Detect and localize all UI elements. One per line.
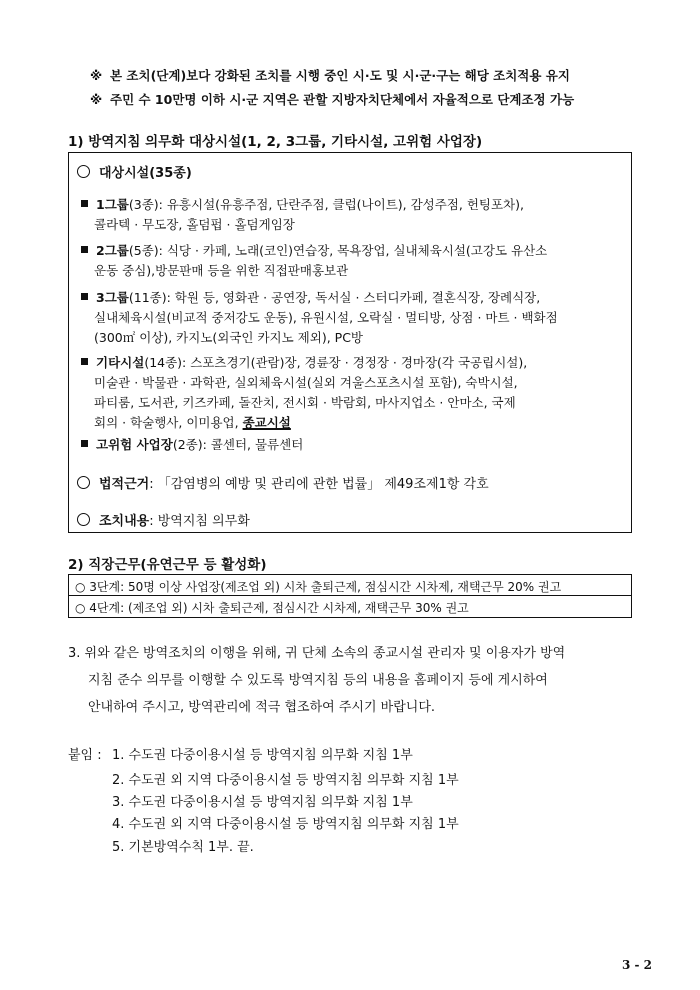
square-bullet-icon xyxy=(81,440,88,447)
group-2 xyxy=(81,241,547,281)
group-line: 미술관 · 박물관 · 과학관, 실외체육시설(실외 겨울스포츠시설 포함), 숙박시설, xyxy=(94,375,518,390)
group-line: : 학원 등, 영화관 · 공연장, 독서실 · 스터디카페, 결혼식장, 장례식장, xyxy=(166,290,541,305)
circle-icon xyxy=(77,476,90,489)
group-line: 파티룸, 도서관, 키즈카페, 돌잔치, 전시회 · 박람회, 마사지업소 · 안마소, 국제 xyxy=(94,395,516,410)
legal-basis-row xyxy=(77,473,489,492)
paragraph-line: 3. 위와 같은 방역조치의 이행을 위해, 귀 단체 소속의 종교시설 관리자 및 이용자가 방역 xyxy=(68,646,566,661)
group-line: 운동 중심),방문판매 등을 위한 직접판매홍보관 xyxy=(94,263,349,278)
group-line: : 유흥시설(유흥주점, 단란주점, 클럽(나이트), 감성주점, 헌팅포차), xyxy=(158,197,524,212)
paragraph-line: 안내하여 주시고, 방역관리에 적극 협조하여 주시기 바랍니다. xyxy=(88,700,436,715)
work-policy-box xyxy=(68,574,632,618)
square-bullet-icon xyxy=(81,293,88,300)
group-name: 1그룹 xyxy=(96,197,129,212)
attachment-item: 4. 수도권 외 지역 다중이용시설 등 방역지침 의무화 지침 1부 xyxy=(112,817,459,832)
section1-title: 1) 방역지침 의무화 대상시설(1, 2, 3그룹, 기타시설, 고위험 사업장) xyxy=(68,134,483,150)
circle-icon xyxy=(77,513,90,526)
group-count: (2종) xyxy=(172,437,203,452)
group-line: : 식당 · 카페, 노래(코인)연습장, 목욕장업, 실내체육시설(고강도 유산소 xyxy=(158,243,548,258)
group-line: 실내체육시설(비교적 중저강도 운동), 유원시설, 오락실 · 멀티방, 상점 · 마트 · 백화점 xyxy=(94,310,558,325)
religious-facility-highlight: 종교시설 xyxy=(242,415,291,430)
level4-row: ○ 4단계: (제조업 외) 시차 출퇴근제, 점심시간 시차제, 재택근무 30% 권고 xyxy=(75,601,469,615)
row-divider xyxy=(69,595,631,596)
action-text: : 방역지침 의무화 xyxy=(149,514,250,529)
attachment-item: 1. 수도권 다중이용시설 등 방역지침 의무화 지침 1부 xyxy=(112,748,413,763)
group-count: (5종) xyxy=(128,243,159,258)
circle-icon xyxy=(77,165,90,178)
section2-title: 2) 직장근무(유연근무 등 활성화) xyxy=(68,557,267,573)
group-line: 회의 · 학술행사, 이미용업, xyxy=(94,415,239,430)
action-row xyxy=(77,510,250,529)
attachment-item: 2. 수도권 외 지역 다중이용시설 등 방역지침 의무화 지침 1부 xyxy=(112,773,459,788)
square-bullet-icon xyxy=(81,358,88,365)
target-facilities-box xyxy=(68,152,632,533)
basis-text: : 「감염병의 예방 및 관리에 관한 법률」 제49조제1항 각호 xyxy=(149,477,489,492)
note-2 xyxy=(90,90,574,108)
group-other xyxy=(81,353,527,433)
group-count: (11종) xyxy=(128,290,167,305)
group-line: (300㎡ 이상), 카지노(외국인 카지노 제외), PC방 xyxy=(94,330,363,345)
attachment-item: 5. 기본방역수칙 1부. 끝. xyxy=(112,840,254,855)
group-line: 콜라텍 · 무도장, 홀덤펍 · 홀덤게임장 xyxy=(94,217,295,232)
attachments-label: 붙임 : xyxy=(68,748,102,763)
note-mark: ※ xyxy=(90,68,103,83)
paragraph-line: 지침 준수 의무를 이행할 수 있도록 방역지침 등의 내용을 홈페이지 등에 게시하여 xyxy=(88,673,548,688)
square-bullet-icon xyxy=(81,200,88,207)
target-label-row xyxy=(77,162,192,181)
action-label: 조치내용 xyxy=(99,514,150,529)
note-text: 주민 수 10만명 이하 시·군 지역은 관할 지방자치단체에서 자율적으로 단계조정 가능 xyxy=(110,92,575,107)
level3-row: ○ 3단계: 50명 이상 사업장(제조업 외) 시차 출퇴근제, 점심시간 시차제, 재택근무 20% 권고 xyxy=(75,580,562,594)
paragraph-3 xyxy=(68,640,565,721)
group-name: 고위험 사업장 xyxy=(96,437,173,452)
group-high-risk xyxy=(81,435,303,455)
basis-label: 법적근거 xyxy=(99,477,150,492)
note-text: 본 조치(단계)보다 강화된 조치를 시행 중인 시·도 및 시·군·구는 해당 조치적용 유지 xyxy=(110,68,570,83)
group-name: 2그룹 xyxy=(96,243,129,258)
page-number: 3 - 2 xyxy=(621,958,652,972)
group-count: (14종) xyxy=(144,355,183,370)
square-bullet-icon xyxy=(81,246,88,253)
group-line: : 스포츠경기(관람)장, 경륜장 · 경정장 · 경마장(각 국공립시설), xyxy=(182,355,528,370)
group-count: (3종) xyxy=(128,197,159,212)
attachment-item: 3. 수도권 다중이용시설 등 방역지침 의무화 지침 1부 xyxy=(112,795,413,810)
group-line: : 콜센터, 물류센터 xyxy=(202,437,304,452)
note-mark: ※ xyxy=(90,92,103,107)
note-1 xyxy=(90,66,570,84)
group-name: 기타시설 xyxy=(96,355,145,370)
group-name: 3그룹 xyxy=(96,290,129,305)
group-3 xyxy=(81,288,558,348)
group-1 xyxy=(81,195,524,235)
target-label: 대상시설(35종) xyxy=(99,166,192,181)
